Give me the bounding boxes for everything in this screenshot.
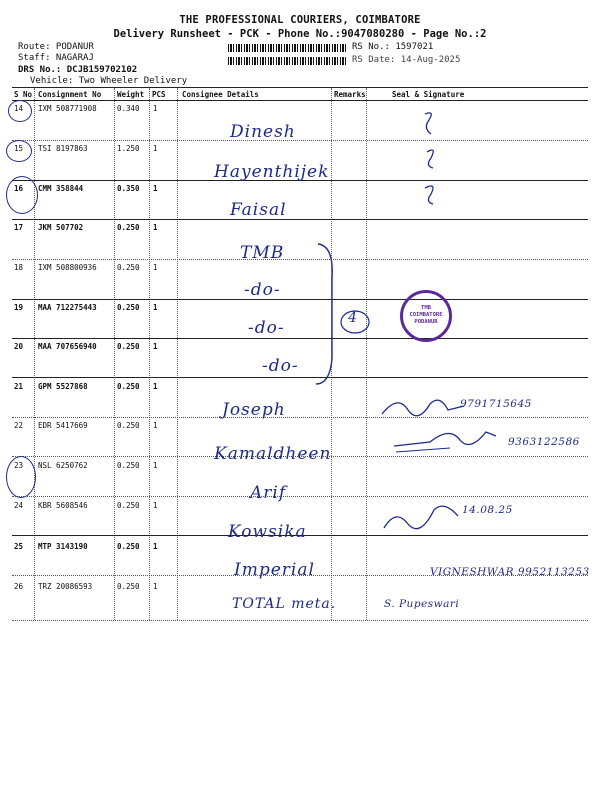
consignee-handwriting: Imperial xyxy=(234,560,315,580)
column-divider xyxy=(34,88,35,620)
row-sno: 19 xyxy=(14,303,24,312)
row-consignment: JKM 507702 xyxy=(38,223,84,232)
row-weight: 0.250 xyxy=(117,223,140,232)
col-header-consignment: Consignment No xyxy=(38,90,102,99)
drs-number: DRS No.: DCJB159702102 xyxy=(18,65,138,75)
row-consignment: EDR 5417669 xyxy=(38,421,88,430)
col-header-sno: S No xyxy=(14,90,33,99)
table-top-rule xyxy=(12,87,588,88)
bracket-mark xyxy=(312,238,382,388)
sno-circle-mark xyxy=(6,140,32,162)
row-pcs: 1 xyxy=(153,104,158,113)
consignee-handwriting: Faisal xyxy=(230,200,287,220)
company-title: THE PROFESSIONAL COURIERS, COIMBATORE xyxy=(179,14,421,26)
col-header-weight: Weight xyxy=(117,90,145,99)
row-divider xyxy=(12,496,588,497)
runsheet-subtitle: Delivery Runsheet - PCK - Phone No.:9047080280 - Page No.:2 xyxy=(113,28,487,40)
row-weight: 0.250 xyxy=(117,582,140,591)
col-header-seal-signature: Seal & Signature xyxy=(392,90,465,99)
row-consignment: KBR 5608546 xyxy=(38,501,88,510)
date-handwriting: 14.08.25 xyxy=(462,504,513,516)
row-pcs: 1 xyxy=(153,461,158,470)
row-pcs: 1 xyxy=(153,303,158,312)
consignee-handwriting: TMB xyxy=(240,243,285,263)
consignee-handwriting: Kowsika xyxy=(228,522,307,542)
row-sno: 15 xyxy=(14,144,24,153)
row-divider xyxy=(12,219,588,220)
row-consignment: NSL 6250762 xyxy=(38,461,88,470)
barcode-graphic xyxy=(228,57,346,65)
row-sno: 14 xyxy=(14,104,24,113)
sno-circle-mark xyxy=(8,100,32,122)
row-divider xyxy=(12,140,588,141)
signature-handwriting: VIGNESHWAR 9952113253 xyxy=(430,566,590,578)
signature-scribble xyxy=(378,498,468,542)
row-sno: 24 xyxy=(14,501,24,510)
row-sno: 20 xyxy=(14,342,24,351)
phone-handwriting: 9363122586 xyxy=(508,436,580,448)
barcode-graphic xyxy=(228,44,346,52)
row-pcs: 1 xyxy=(153,542,158,551)
col-header-pcs: PCS xyxy=(152,90,166,99)
row-weight: 0.250 xyxy=(117,461,140,470)
row-weight: 0.250 xyxy=(117,342,140,351)
row-pcs: 1 xyxy=(153,263,158,272)
staff-label: Staff: NAGARAJ xyxy=(18,53,94,63)
consignee-handwriting: -do- xyxy=(262,356,299,376)
signature-handwriting: S. Pupeswari xyxy=(384,598,460,610)
row-divider xyxy=(12,338,588,339)
row-pcs: 1 xyxy=(153,382,158,391)
phone-handwriting: 9791715645 xyxy=(460,398,532,410)
row-weight: 0.250 xyxy=(117,303,140,312)
column-divider xyxy=(177,88,178,620)
route-label: Route: PODANUR xyxy=(18,42,94,52)
row-divider xyxy=(12,417,588,418)
row-divider xyxy=(12,299,588,300)
office-seal-stamp: TMB COIMBATORE PODANUR xyxy=(400,290,452,342)
row-consignment: MAA 712275443 xyxy=(38,303,97,312)
consignee-handwriting: Dinesh xyxy=(230,122,296,142)
signature-scribble xyxy=(390,422,500,462)
row-consignment: TRZ 20086593 xyxy=(38,582,93,591)
sno-circle-mark xyxy=(6,456,36,498)
consignee-handwriting: -do- xyxy=(244,280,281,300)
row-weight: 0.340 xyxy=(117,104,140,113)
row-sno: 18 xyxy=(14,263,24,272)
row-pcs: 1 xyxy=(153,342,158,351)
row-pcs: 1 xyxy=(153,582,158,591)
column-divider xyxy=(149,88,150,620)
row-consignment: IXM 508800936 xyxy=(38,263,97,272)
row-sno: 16 xyxy=(14,184,24,193)
column-divider xyxy=(114,88,115,620)
consignee-handwriting: -do- xyxy=(248,318,285,338)
row-sno: 21 xyxy=(14,382,24,391)
row-weight: 0.250 xyxy=(117,263,140,272)
sno-circle-mark xyxy=(6,176,38,214)
row-consignment: MAA 707656940 xyxy=(38,342,97,351)
col-header-consignee: Consignee Details xyxy=(182,90,259,99)
bracket-count: 4 xyxy=(348,310,358,326)
row-consignment: CMM 358844 xyxy=(38,184,84,193)
row-weight: 0.250 xyxy=(117,421,140,430)
table-header-rule xyxy=(12,100,588,101)
row-sno: 17 xyxy=(14,223,24,232)
row-pcs: 1 xyxy=(153,184,158,193)
row-weight: 0.250 xyxy=(117,501,140,510)
rs-date: RS Date: 14-Aug-2025 xyxy=(352,55,461,65)
consignee-handwriting: Joseph xyxy=(222,400,286,420)
row-sno: 25 xyxy=(14,542,24,551)
row-sno: 22 xyxy=(14,421,24,430)
row-sno: 26 xyxy=(14,582,24,591)
row-weight: 1.250 xyxy=(117,144,140,153)
row-pcs: 1 xyxy=(153,421,158,430)
row-divider xyxy=(12,259,588,260)
vehicle-label: Vehicle: Two Wheeler Delivery xyxy=(30,76,188,86)
row-weight: 0.250 xyxy=(117,542,140,551)
row-consignment: GPM 5527868 xyxy=(38,382,88,391)
row-sno: 23 xyxy=(14,461,24,470)
row-divider xyxy=(12,620,588,621)
rs-number: RS No.: 1597021 xyxy=(352,42,434,52)
row-divider xyxy=(12,377,588,378)
consignee-handwriting: TOTAL meta. xyxy=(232,596,337,612)
consignee-handwriting: Arif xyxy=(250,483,287,503)
consignee-handwriting: Kamaldheen xyxy=(214,444,332,464)
consignee-handwriting: Hayenthijek xyxy=(214,162,330,182)
row-weight: 0.350 xyxy=(117,184,140,193)
row-weight: 0.250 xyxy=(117,382,140,391)
col-header-remarks: Remarks xyxy=(334,90,366,99)
row-consignment: MTP 3143190 xyxy=(38,542,88,551)
row-pcs: 1 xyxy=(153,144,158,153)
row-pcs: 1 xyxy=(153,223,158,232)
row-consignment: TSI 8197863 xyxy=(38,144,88,153)
row-pcs: 1 xyxy=(153,501,158,510)
row-consignment: IXM 508771908 xyxy=(38,104,97,113)
signature-marks xyxy=(415,108,445,208)
